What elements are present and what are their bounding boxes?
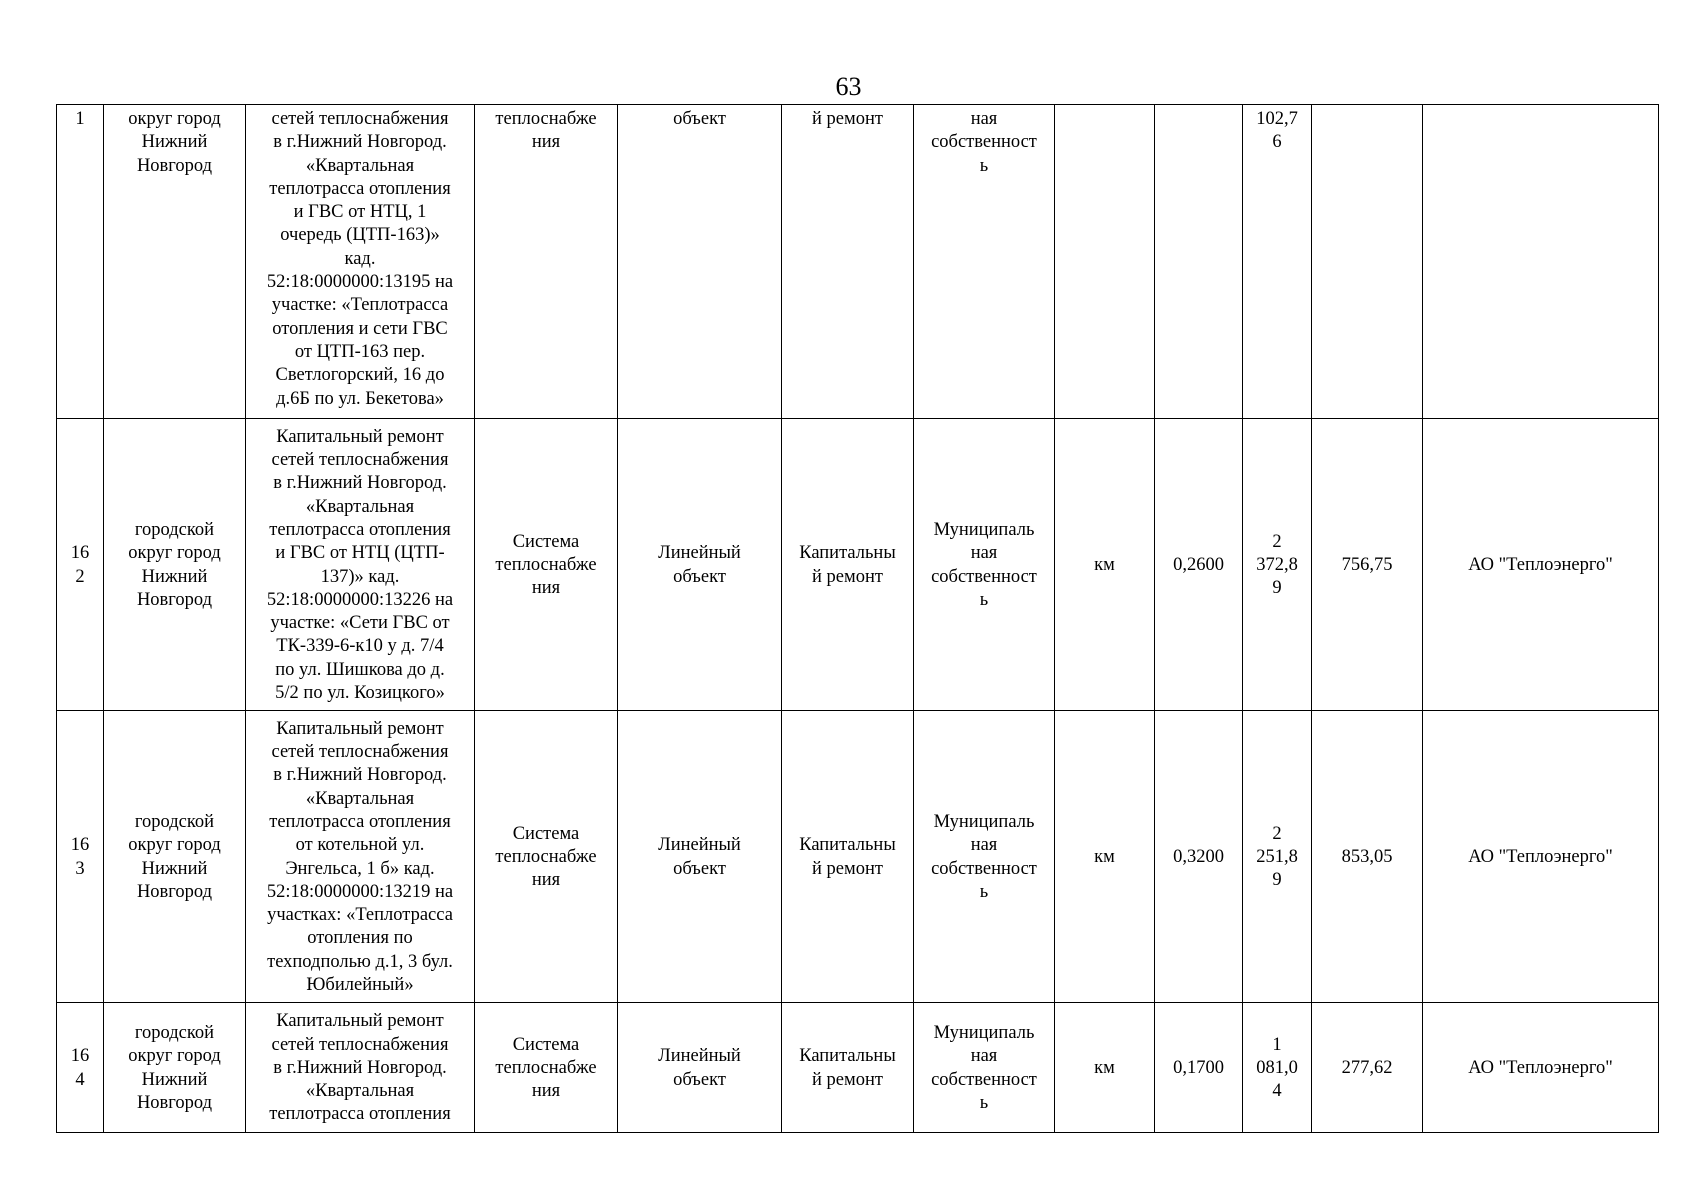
cell-unit	[1055, 105, 1155, 419]
cell-line: от котельной ул.	[295, 835, 425, 856]
table-row	[57, 711, 1659, 1003]
cell-line: 102,7	[1256, 109, 1298, 129]
cell-line: собственност	[931, 1069, 1037, 1090]
cell-line: ния	[531, 870, 561, 891]
cell-line: собственност	[931, 858, 1037, 879]
cell-line: Нижний	[141, 566, 208, 587]
cell-line: участках: «Теплотрасса	[267, 905, 453, 926]
cell-line: участке: «Теплотрасса	[271, 295, 449, 316]
cell-line: ния	[531, 578, 561, 599]
cell-unit	[1055, 711, 1155, 1003]
cell-work-type	[782, 711, 914, 1003]
cell-work-type	[782, 419, 914, 711]
cell-line: 277,62	[1341, 1057, 1393, 1078]
cell-line: Светлогорский, 16 до	[275, 365, 445, 386]
cell-work-type	[782, 1003, 914, 1133]
cell-line: ь	[979, 589, 989, 610]
cell-object-name	[246, 711, 475, 1003]
cell-line: АО "Теплоэнерго"	[1468, 846, 1613, 867]
cell-organization	[1423, 105, 1659, 419]
cell-line: объект	[673, 1069, 726, 1090]
cell-line: й ремонт	[812, 1069, 883, 1090]
cell-line: округ город	[128, 1046, 221, 1067]
cell-line: теплоснабже	[495, 554, 597, 575]
cell-line: 16	[70, 835, 90, 856]
cell-line: сетей теплоснабжения	[271, 742, 449, 763]
cell-line: Нижний	[141, 1069, 208, 1090]
cell-unit	[1055, 419, 1155, 711]
cell-cost-2	[1312, 1003, 1423, 1133]
cell-line: й ремонт	[812, 566, 883, 587]
cell-line: й ремонт	[812, 109, 883, 129]
cell-line: Капитальный ремонт	[276, 1011, 444, 1032]
cell-line: объект	[673, 566, 726, 587]
table-row	[57, 105, 1659, 419]
cell-object-name	[246, 419, 475, 711]
cell-line: городской	[134, 519, 215, 540]
cell-line: Нижний	[141, 858, 208, 879]
cell-territory	[104, 1003, 246, 1133]
cell-line: АО "Теплоэнерго"	[1468, 1057, 1613, 1078]
cell-line: «Квартальная	[305, 788, 415, 809]
cell-cost	[1243, 1003, 1312, 1133]
cell-line: ния	[531, 1081, 561, 1102]
cell-line: собственност	[931, 566, 1037, 587]
cell-line: объект	[673, 858, 726, 879]
cell-line: ная	[970, 1046, 998, 1067]
cell-line: 0,3200	[1173, 846, 1224, 867]
cell-cost	[1243, 711, 1312, 1003]
cell-number	[57, 419, 104, 711]
cell-line: теплотрасса отопления	[269, 519, 451, 540]
cell-object-name	[246, 1003, 475, 1133]
cell-line: Капитальны	[799, 543, 896, 564]
cell-line: городской	[134, 1022, 215, 1043]
cell-territory	[104, 105, 246, 419]
cell-system	[475, 711, 618, 1003]
cell-line: 3	[75, 858, 85, 879]
cell-territory	[104, 419, 246, 711]
cell-line: «Квартальная	[305, 496, 415, 517]
cell-line: в г.Нижний Новгород.	[273, 473, 447, 494]
cell-line: «Квартальная	[305, 1081, 415, 1102]
cell-line: «Квартальная	[305, 155, 415, 176]
cell-unit	[1055, 1003, 1155, 1133]
cell-line: и ГВС от НТЦ, 1	[293, 202, 427, 223]
cell-line: 52:18:0000000:13195 на	[266, 272, 454, 293]
cell-line: 137)» кад.	[320, 566, 400, 587]
capital-repair-table	[56, 104, 1659, 1133]
cell-line: от ЦТП-163 пер.	[294, 341, 426, 362]
cell-object-type	[618, 711, 782, 1003]
cell-line: 756,75	[1341, 554, 1393, 575]
cell-line: техподполью д.1, 3 бул.	[267, 951, 453, 972]
cell-line: 4	[1272, 1081, 1282, 1102]
cell-ownership	[914, 105, 1055, 419]
cell-system	[475, 419, 618, 711]
cell-line: Юбилейный»	[306, 974, 414, 995]
cell-line: км	[1094, 1057, 1115, 1078]
cell-object-type	[618, 1003, 782, 1133]
cell-line: Энгельса, 1 б» кад.	[285, 858, 435, 879]
cell-line: 1	[75, 109, 85, 129]
cell-line: теплоснабже	[495, 109, 597, 129]
cell-line: по ул. Шишкова до д.	[275, 659, 445, 680]
cell-line: Линейный	[658, 835, 741, 856]
cell-line: Новгород	[136, 155, 213, 176]
page-number: 63	[835, 72, 862, 101]
cell-line: в г.Нижний Новгород.	[273, 765, 447, 786]
cell-line: км	[1094, 554, 1115, 575]
cell-line: объект	[673, 109, 726, 129]
cell-organization	[1423, 1003, 1659, 1133]
cell-system	[475, 105, 618, 419]
cell-line: ная	[970, 109, 998, 129]
cell-line: округ город	[128, 109, 221, 129]
cell-object-type	[618, 105, 782, 419]
cell-line: округ город	[128, 543, 221, 564]
cell-line: теплотрасса отопления	[269, 178, 451, 199]
table-row	[57, 1003, 1659, 1133]
cell-cost	[1243, 105, 1312, 419]
cell-line: 4	[75, 1069, 85, 1090]
cell-line: теплоснабже	[495, 1057, 597, 1078]
cell-line: 5/2 по ул. Козицкого»	[275, 682, 445, 703]
cell-line: Муниципаль	[933, 1022, 1035, 1043]
cell-line: сетей теплоснабжения	[271, 1034, 449, 1055]
cell-line: 1	[1272, 1034, 1282, 1055]
cell-line: 2	[1272, 823, 1282, 844]
cell-line: Нижний	[141, 132, 208, 153]
cell-line: Капитальны	[799, 1046, 896, 1067]
cell-line: Линейный	[658, 1046, 741, 1067]
cell-line: и ГВС от НТЦ (ЦТП-	[275, 543, 445, 564]
cell-line: 52:18:0000000:13219 на	[266, 881, 454, 902]
cell-line: д.6Б по ул. Бекетова»	[276, 388, 444, 409]
cell-line: 2	[75, 566, 85, 587]
cell-line: ТК-339-6-к10 у д. 7/4	[276, 636, 444, 657]
cell-line: Система	[512, 1034, 580, 1055]
cell-line: теплотрасса отопления	[269, 811, 451, 832]
cell-line: в г.Нижний Новгород.	[273, 132, 447, 153]
cell-number	[57, 105, 104, 419]
cell-cost-2	[1312, 419, 1423, 711]
cell-line: 52:18:0000000:13226 на	[266, 589, 454, 610]
cell-line: отопления по	[307, 928, 413, 949]
cell-object-type	[618, 419, 782, 711]
cell-organization	[1423, 711, 1659, 1003]
cell-length	[1155, 105, 1243, 419]
cell-line: Муниципаль	[933, 519, 1035, 540]
cell-line: отопления и сети ГВС	[272, 318, 448, 339]
cell-line: 9	[1272, 578, 1282, 599]
cell-length	[1155, 1003, 1243, 1133]
cell-line: Новгород	[136, 589, 213, 610]
cell-length	[1155, 711, 1243, 1003]
cell-line: собственност	[931, 132, 1037, 153]
cell-line: 16	[70, 1046, 90, 1067]
cell-line: Новгород	[136, 1092, 213, 1113]
cell-ownership	[914, 1003, 1055, 1133]
cell-line: Линейный	[658, 543, 741, 564]
cell-line: Капитальный ремонт	[276, 718, 444, 739]
cell-system	[475, 1003, 618, 1133]
cell-line: Новгород	[136, 881, 213, 902]
cell-number	[57, 1003, 104, 1133]
cell-cost	[1243, 419, 1312, 711]
cell-line: 0,2600	[1173, 554, 1224, 575]
cell-line: 251,8	[1256, 846, 1298, 867]
cell-line: сетей теплоснабжения	[271, 109, 449, 129]
cell-line: 16	[70, 543, 90, 564]
cell-line: АО "Теплоэнерго"	[1468, 554, 1613, 575]
cell-territory	[104, 711, 246, 1003]
cell-ownership	[914, 419, 1055, 711]
cell-line: 372,8	[1256, 554, 1298, 575]
cell-line: кад.	[344, 248, 376, 269]
cell-line: Капитальны	[799, 835, 896, 856]
cell-line: ь	[979, 155, 989, 176]
cell-line: 2	[1272, 531, 1282, 552]
cell-line: ния	[531, 132, 561, 153]
cell-line: участке: «Сети ГВС от	[270, 613, 450, 634]
cell-line: Капитальный ремонт	[276, 426, 444, 447]
cell-cost-2	[1312, 105, 1423, 419]
cell-cost-2	[1312, 711, 1423, 1003]
cell-work-type	[782, 105, 914, 419]
cell-line: очередь (ЦТП-163)»	[280, 225, 440, 246]
cell-line: городской	[134, 811, 215, 832]
cell-line: ь	[979, 1092, 989, 1113]
cell-line: км	[1094, 846, 1115, 867]
cell-line: ная	[970, 835, 998, 856]
cell-number	[57, 711, 104, 1003]
cell-line: й ремонт	[812, 858, 883, 879]
cell-ownership	[914, 711, 1055, 1003]
cell-line: сетей теплоснабжения	[271, 450, 449, 471]
cell-line: Система	[512, 823, 580, 844]
cell-line: 853,05	[1341, 846, 1393, 867]
cell-line: 0,1700	[1173, 1057, 1224, 1078]
cell-line: 6	[1272, 132, 1282, 153]
cell-line: теплоснабже	[495, 846, 597, 867]
cell-line: ь	[979, 881, 989, 902]
table-row	[57, 419, 1659, 711]
cell-line: в г.Нижний Новгород.	[273, 1057, 447, 1078]
cell-length	[1155, 419, 1243, 711]
cell-line: 081,0	[1256, 1057, 1298, 1078]
cell-line: 9	[1272, 870, 1282, 891]
cell-object-name	[246, 105, 475, 419]
cell-line: теплотрасса отопления	[269, 1104, 451, 1125]
cell-line: округ город	[128, 835, 221, 856]
cell-organization	[1423, 419, 1659, 711]
cell-line: ная	[970, 543, 998, 564]
cell-line: Система	[512, 531, 580, 552]
cell-line: Муниципаль	[933, 811, 1035, 832]
